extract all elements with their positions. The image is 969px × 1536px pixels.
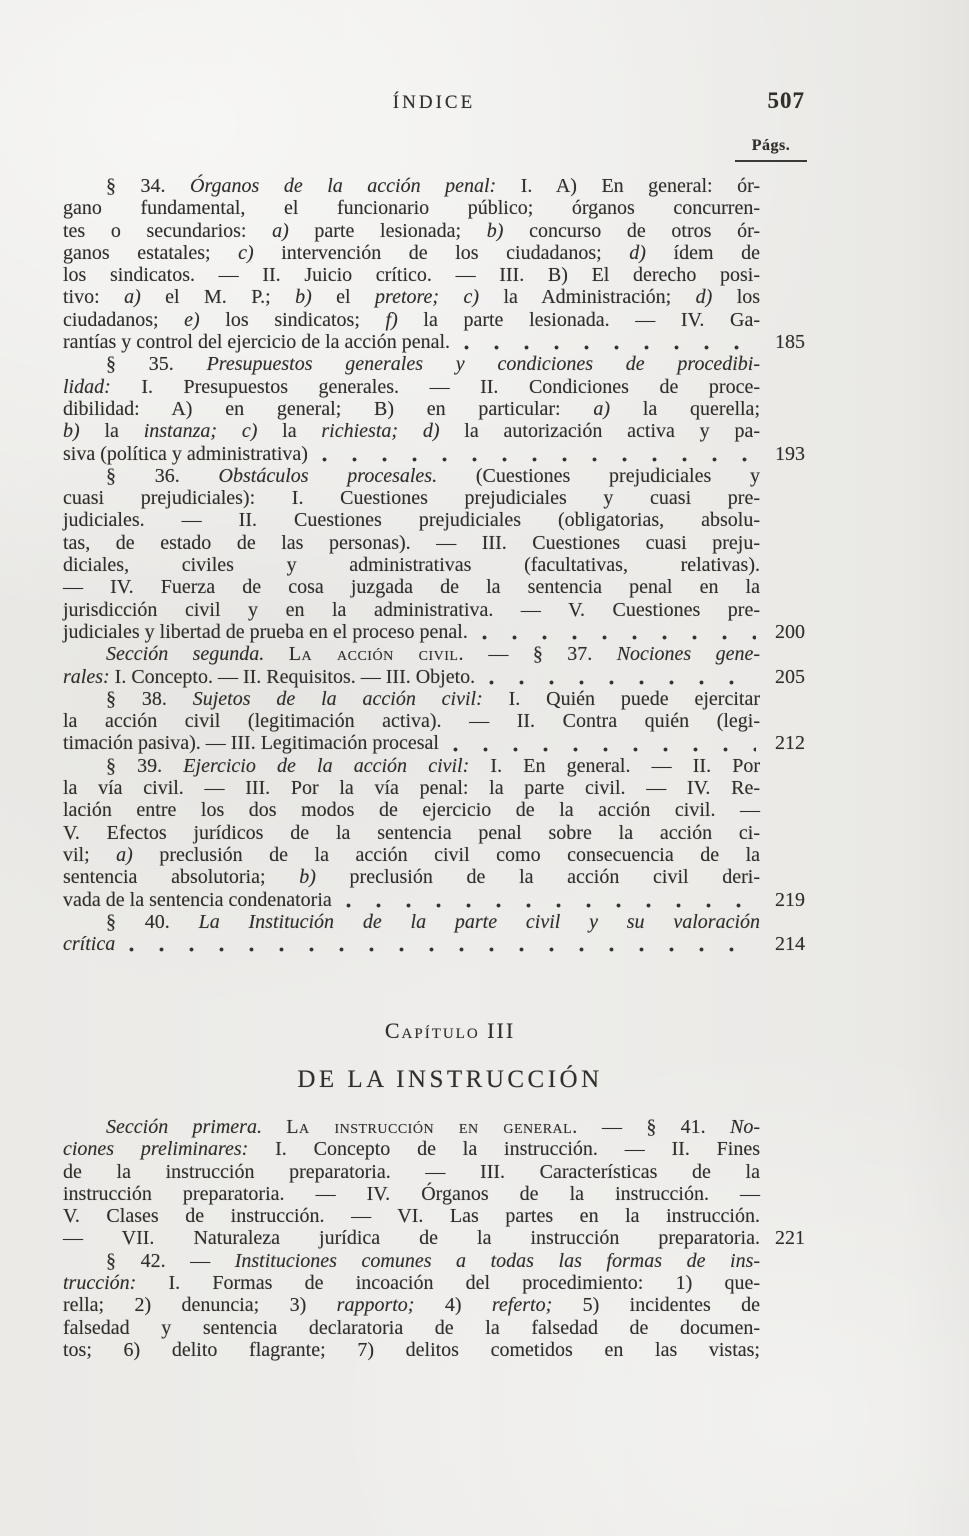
italic-text-run: a) xyxy=(116,843,133,866)
toc-line xyxy=(63,1116,805,1138)
toc-line xyxy=(63,1294,805,1316)
italic-text-run: La Institución de la parte civil y su valoración xyxy=(198,910,760,933)
toc-line xyxy=(63,487,805,509)
toc-line-text xyxy=(63,465,760,487)
toc-entry xyxy=(63,353,805,464)
italic-text-run: Órganos de la acción penal: xyxy=(190,175,497,197)
text-run: I. Formas de incoación del procedimiento: 1) que- xyxy=(136,1272,760,1295)
toc-line xyxy=(63,465,805,487)
text-run: rantías y control del ejercicio de la acción penal. xyxy=(63,331,451,354)
toc-line-text xyxy=(63,286,760,308)
text-run: diciales, civiles y administrativas (facultativas, relativas). xyxy=(63,554,760,577)
toc-entry xyxy=(63,1116,805,1250)
text-run: V. Efectos jurídicos de la sentencia penal sobre la acción ci- xyxy=(63,821,760,844)
text-run: § 42. — xyxy=(106,1249,235,1272)
text-run: rella; 2) denuncia; 3) xyxy=(63,1294,337,1317)
toc-line-text-inner xyxy=(63,889,332,911)
text-run: parte lesionada; xyxy=(288,219,487,242)
text-run xyxy=(264,643,288,665)
toc-line-text xyxy=(63,777,760,799)
italic-text-run: c) xyxy=(238,241,254,264)
page-ref: 200 xyxy=(775,620,805,643)
toc-line xyxy=(63,175,805,197)
toc-line xyxy=(63,710,805,732)
chapter-heading xyxy=(79,1018,821,1094)
toc-line-text-inner xyxy=(63,666,475,688)
page-ref: 221 xyxy=(775,1227,805,1250)
toc-line xyxy=(63,777,805,799)
toc-line-text xyxy=(63,1272,760,1294)
toc-line-text xyxy=(63,732,760,754)
toc-line-text xyxy=(63,242,760,264)
toc-line xyxy=(63,353,805,375)
text-run: dibilidad: A) en general; B) en particular: xyxy=(63,397,594,420)
toc-entry xyxy=(63,1250,805,1361)
text-run: de la instrucción preparatoria. — III. Características de la xyxy=(63,1160,760,1183)
italic-text-run: b) xyxy=(299,866,316,889)
toc-line xyxy=(63,197,805,219)
toc-line-text xyxy=(63,376,760,398)
page-ref: 212 xyxy=(775,732,805,755)
toc-line-text xyxy=(63,755,760,777)
toc-line xyxy=(63,554,805,576)
toc-line-text xyxy=(63,1317,760,1339)
toc-line-text-inner xyxy=(63,443,308,465)
toc-line xyxy=(63,398,805,420)
toc-line-text xyxy=(63,398,760,420)
toc-line-text xyxy=(63,264,760,286)
text-run: § 40. xyxy=(106,910,199,933)
toc-line xyxy=(63,822,805,844)
toc-line xyxy=(63,933,805,955)
toc-line-text xyxy=(63,822,760,844)
text-run: tos; 6) delito flagrante; 7) delitos cometidos en las vistas; xyxy=(63,1338,760,1361)
toc-line-text xyxy=(63,643,760,665)
text-run: preclusión de la acción civil como consecuencia de la xyxy=(132,843,761,866)
text-run xyxy=(398,420,423,442)
toc-line-text xyxy=(63,799,760,821)
smallcaps-text-run: La instrucción en general. xyxy=(286,1116,578,1138)
italic-text-run: pretore; xyxy=(375,286,440,309)
italic-text-run: d) xyxy=(695,286,713,309)
text-run: I. Concepto de la instrucción. — II. Fines xyxy=(248,1138,760,1161)
text-run: el xyxy=(311,286,376,309)
dot-leader xyxy=(482,635,756,640)
toc-line-text-inner xyxy=(63,331,450,353)
text-run: § 34. xyxy=(106,175,191,197)
toc-line xyxy=(63,732,805,754)
italic-text-run: b) xyxy=(295,286,312,309)
text-run: — IV. Fuerza de cosa juzgada de la sentencia penal en la xyxy=(63,576,760,599)
toc-line-text xyxy=(63,309,760,331)
text-run: la xyxy=(257,420,322,443)
toc-line xyxy=(63,576,805,598)
text-run: siva (política y administrativa) xyxy=(63,442,308,465)
italic-text-run: Sección segunda. xyxy=(106,643,265,666)
text-run: jurisdicción civil y en la administrativa. — V. Cuestiones pre- xyxy=(63,598,760,621)
toc-line-text xyxy=(63,197,760,219)
toc-line-text xyxy=(63,1294,760,1316)
dot-leader xyxy=(489,680,756,685)
toc-line-text xyxy=(63,220,760,242)
toc-line xyxy=(63,420,805,442)
page-title: ÍNDICE xyxy=(392,92,476,113)
italic-text-run: rales: xyxy=(63,665,110,688)
text-run: I. Presupuestos generales. — II. Condiciones de proce- xyxy=(110,375,760,398)
toc-line xyxy=(63,1272,805,1294)
toc-line xyxy=(63,599,805,621)
text-run: I. A) En general: ór- xyxy=(496,175,761,197)
text-run: la Administración; xyxy=(479,286,696,309)
text-run: 4) xyxy=(414,1294,492,1317)
text-run xyxy=(262,1116,286,1138)
italic-text-run: c) xyxy=(241,420,258,443)
toc-section-2 xyxy=(63,1116,805,1361)
dot-leader xyxy=(453,747,756,752)
toc-line-text xyxy=(63,1205,760,1227)
toc-line-text xyxy=(63,353,760,375)
italic-text-run: Sujetos de la acción civil: xyxy=(192,687,483,710)
text-run: vil; xyxy=(63,843,117,866)
toc-line xyxy=(63,220,805,242)
toc-line xyxy=(63,1250,805,1272)
text-run: gano fundamental, el funcionario público; órganos concurren- xyxy=(63,197,760,220)
text-run: la querella; xyxy=(610,397,760,420)
text-run: instrucción preparatoria. — IV. Órganos de la instrucción. — xyxy=(63,1182,760,1205)
italic-text-run: e) xyxy=(184,308,200,331)
text-run: tes o secundarios: xyxy=(63,219,273,242)
chapter-title: DE LA INSTRUCCIÓN xyxy=(297,1066,603,1093)
text-run: lación entre los dos modos de ejercicio de la acción civil. — xyxy=(63,799,760,822)
toc-line-text xyxy=(63,866,760,888)
italic-text-run: instanza; xyxy=(143,420,218,443)
text-run: I. Concepto. — II. Requisitos. — III. Objeto. xyxy=(109,665,476,688)
toc-line xyxy=(63,889,805,911)
toc-line xyxy=(63,509,805,531)
page-ref: 214 xyxy=(775,933,805,956)
chapter-kicker: Capítulo III xyxy=(384,1018,516,1043)
toc-line xyxy=(63,1161,805,1183)
text-run: vada de la sentencia condenatoria xyxy=(63,888,332,911)
toc-line-text xyxy=(63,1339,760,1361)
page-ref: 205 xyxy=(775,665,805,688)
text-run: la vía civil. — III. Por la vía penal: la parte civil. — IV. Re- xyxy=(63,777,760,800)
text-run: los xyxy=(712,286,761,309)
text-run: la autorización activa y pa- xyxy=(439,420,761,443)
toc-line-text xyxy=(63,175,760,197)
text-run: los sindicatos; xyxy=(199,308,386,331)
page-ref: 193 xyxy=(775,442,805,465)
toc-line-text xyxy=(63,933,760,955)
italic-text-run: Ejercicio de la acción civil: xyxy=(183,754,470,777)
toc-line-text xyxy=(63,889,760,911)
toc-line xyxy=(63,755,805,777)
toc-line-text xyxy=(63,331,760,353)
text-run xyxy=(217,420,242,442)
italic-text-run: No- xyxy=(730,1116,761,1138)
toc-line-text xyxy=(63,443,760,465)
text-run: cuasi prejudiciales): I. Cuestiones prejudiciales y cuasi pre- xyxy=(63,487,760,510)
text-run: tivo: xyxy=(63,286,125,309)
italic-text-run: referto; xyxy=(491,1294,553,1317)
toc-line-text xyxy=(63,666,760,688)
italic-text-run: b) xyxy=(486,219,504,242)
text-run: ídem de xyxy=(645,241,760,264)
text-run: sentencia absolutoria; xyxy=(63,866,300,889)
toc-line xyxy=(63,666,805,688)
toc-line xyxy=(63,911,805,933)
text-run: el M. P.; xyxy=(140,286,296,309)
toc-line-text xyxy=(63,599,760,621)
text-run: la xyxy=(79,420,144,443)
toc-line-text xyxy=(63,1250,760,1272)
running-head xyxy=(63,88,805,122)
text-run: 5) incidentes de xyxy=(552,1294,760,1317)
italic-text-run: c) xyxy=(463,286,480,309)
text-run: tas, de estado de las personas). — III. Cuestiones cuasi preju- xyxy=(63,531,760,554)
toc-line-text xyxy=(63,844,760,866)
toc-line-text xyxy=(63,688,760,710)
toc-line-text xyxy=(63,621,760,643)
toc-line xyxy=(63,1227,805,1249)
italic-text-run: Sección primera. xyxy=(106,1116,262,1138)
italic-text-run: f) xyxy=(385,308,398,331)
text-run: los sindicatos. — II. Juicio crítico. — III. B) El derecho posi- xyxy=(63,264,760,287)
text-run: — VII. Naturaleza jurídica de la instrucción preparatoria. xyxy=(63,1227,760,1250)
toc-line-text-inner xyxy=(63,732,439,754)
page-ref: 219 xyxy=(775,888,805,911)
toc-line xyxy=(63,376,805,398)
text-run: preclusión de la acción civil deri- xyxy=(315,866,761,889)
toc-line xyxy=(63,799,805,821)
toc-line xyxy=(63,1317,805,1339)
italic-text-run: a) xyxy=(124,286,141,309)
italic-text-run: d) xyxy=(422,420,440,443)
italic-text-run: d) xyxy=(629,241,646,264)
text-run: falsedad y sentencia declaratoria de la falsedad de documen- xyxy=(63,1316,760,1339)
toc-line xyxy=(63,866,805,888)
text-run: la parte lesionada. — IV. Ga- xyxy=(397,308,761,331)
toc-entry xyxy=(63,643,805,688)
toc-entry xyxy=(63,755,805,911)
dot-leader xyxy=(464,345,756,350)
text-run xyxy=(439,286,463,308)
text-run: I. En general. — II. Por xyxy=(469,754,760,777)
text-run: — § 41. xyxy=(577,1116,731,1138)
text-run: § 35. xyxy=(106,353,207,376)
italic-text-run: richiesta; xyxy=(321,420,399,443)
toc-line-text-inner xyxy=(63,621,468,643)
text-run: la acción civil (legitimación activa). — II. Contra quién (legi- xyxy=(63,710,760,733)
toc-line-text-inner xyxy=(63,933,115,955)
toc-line-text xyxy=(63,554,760,576)
text-run: I. Quién puede ejercitar xyxy=(482,687,760,710)
toc-line xyxy=(63,1205,805,1227)
text-run: (Cuestiones prejudiciales y xyxy=(437,464,760,487)
toc-line xyxy=(63,621,805,643)
text-run: judiciales y libertad de prueba en el proceso penal. xyxy=(63,620,468,643)
toc-entry xyxy=(63,688,805,755)
toc-line xyxy=(63,688,805,710)
toc-section-1 xyxy=(63,175,805,955)
toc-line-text xyxy=(63,710,760,732)
toc-line-text xyxy=(63,1161,760,1183)
toc-line-text xyxy=(63,1138,760,1160)
pags-column-label: Págs. xyxy=(735,137,807,162)
text-run: V. Clases de instrucción. — VI. Las partes en la instrucción. xyxy=(63,1205,760,1228)
page-ref: 185 xyxy=(775,331,805,354)
toc-line xyxy=(63,1183,805,1205)
toc-line xyxy=(63,643,805,665)
dot-leader xyxy=(322,457,756,462)
italic-text-run: Presupuestos generales y condiciones de procedibi- xyxy=(206,353,760,376)
toc-line xyxy=(63,532,805,554)
dot-leader xyxy=(346,903,756,908)
italic-text-run: a) xyxy=(593,397,611,420)
toc-line xyxy=(63,286,805,308)
smallcaps-text-run: La acción civil. xyxy=(288,643,464,666)
toc-line xyxy=(63,1138,805,1160)
text-run: § 36. xyxy=(106,464,219,487)
toc-line-text xyxy=(63,576,760,598)
text-run: judiciales. — II. Cuestiones prejudiciales (obligatorias, absolu- xyxy=(63,509,760,532)
dot-leader xyxy=(129,947,756,952)
italic-text-run: ciones preliminares: xyxy=(63,1138,249,1161)
toc-line-text xyxy=(63,487,760,509)
toc-line xyxy=(63,264,805,286)
toc-line-text xyxy=(63,420,760,442)
italic-text-run: b) xyxy=(63,420,80,443)
toc-entry xyxy=(63,911,805,956)
toc-line xyxy=(63,331,805,353)
text-run: § 39. xyxy=(106,754,184,777)
italic-text-run: Nociones gene- xyxy=(616,643,761,666)
text-run: — § 37. xyxy=(463,643,617,666)
italic-text-run: Instituciones comunes a todas las formas de ins- xyxy=(234,1249,761,1272)
italic-text-run: rapporto; xyxy=(336,1294,415,1317)
italic-text-run: a) xyxy=(272,219,289,242)
toc-entry xyxy=(63,175,805,353)
toc-line xyxy=(63,1339,805,1361)
italic-text-run: lidad: xyxy=(63,375,111,398)
page-number: 507 xyxy=(767,88,805,113)
toc-line-text xyxy=(63,1116,760,1138)
toc-line-text xyxy=(63,509,760,531)
italic-text-run: trucción: xyxy=(63,1272,137,1295)
toc-line xyxy=(63,443,805,465)
text-run: ganos estatales; xyxy=(63,241,239,264)
text-run: concurso de otros ór- xyxy=(503,219,760,242)
toc-line xyxy=(63,844,805,866)
text-run: § 38. xyxy=(106,687,193,710)
toc-line-text xyxy=(63,532,760,554)
text-run: intervención de los ciudadanos; xyxy=(253,241,630,264)
toc-line xyxy=(63,309,805,331)
toc-line xyxy=(63,242,805,264)
text-run: ciudadanos; xyxy=(63,308,185,331)
italic-text-run: crítica xyxy=(63,933,116,956)
toc-line-text xyxy=(63,1227,760,1249)
toc-entry xyxy=(63,465,805,643)
italic-text-run: Obstáculos procesales. xyxy=(218,464,438,487)
toc-line-text xyxy=(63,911,760,933)
text-run: timación pasiva). — III. Legitimación procesal xyxy=(63,732,439,755)
toc-line-text xyxy=(63,1183,760,1205)
